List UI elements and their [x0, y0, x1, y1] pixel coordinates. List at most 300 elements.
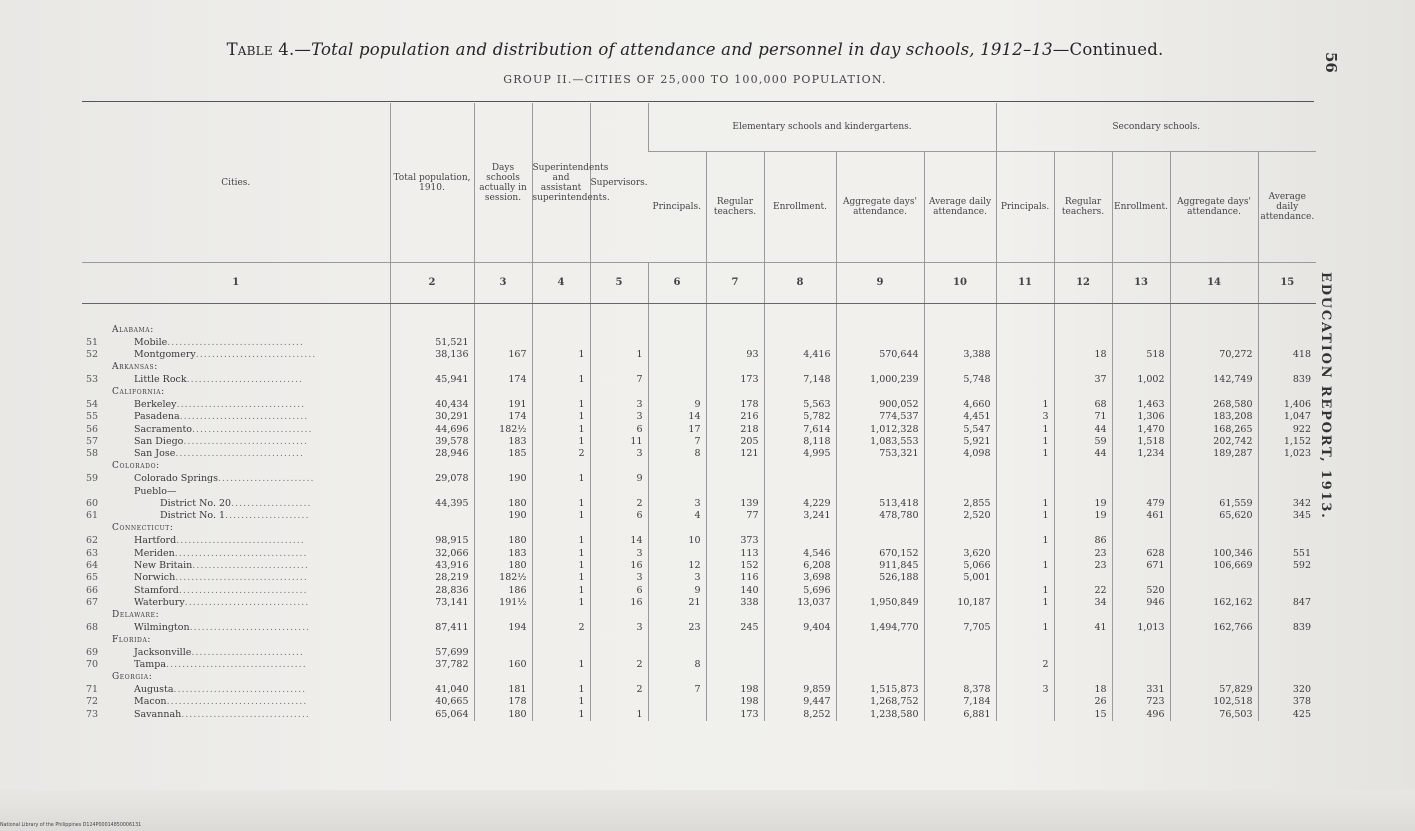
city-cell: [82, 646, 390, 658]
value-cell: [1170, 671, 1258, 683]
value-cell: 268,580: [1170, 398, 1258, 410]
value-cell: [532, 460, 590, 472]
value-cell: [836, 386, 924, 398]
value-cell: 113: [706, 547, 764, 559]
value-cell: [590, 634, 648, 646]
city-name: Little Rock: [134, 374, 187, 386]
col-sec-principals: Principals.: [996, 152, 1054, 263]
value-cell: [648, 522, 706, 534]
value-cell: 185: [474, 448, 532, 460]
value-cell: [836, 361, 924, 373]
value-cell: [1258, 572, 1316, 584]
col-el-average: Average daily attendance.: [924, 152, 996, 263]
value-cell: [996, 349, 1054, 361]
city-name: Sacramento: [134, 423, 192, 435]
value-cell: 65,620: [1170, 510, 1258, 522]
row-number: 61: [86, 510, 99, 522]
value-cell: 15: [1054, 708, 1112, 720]
leader-dots: ..............................: [195, 349, 317, 361]
value-cell: [764, 324, 836, 336]
city-name: District No. 1: [160, 510, 226, 522]
value-cell: 1: [996, 621, 1054, 633]
col-cities: Cities.: [82, 103, 390, 263]
table-row: [82, 374, 1316, 386]
state-name: Florida:: [112, 634, 152, 645]
value-cell: [1258, 324, 1316, 336]
col-sec-enrollment: Enrollment.: [1112, 152, 1170, 263]
title-suffix: —Continued.: [1052, 40, 1164, 59]
value-cell: 16: [590, 597, 648, 609]
table-row: [82, 336, 1316, 348]
value-cell: 3: [590, 547, 648, 559]
value-cell: [706, 522, 764, 534]
value-cell: [1258, 634, 1316, 646]
value-cell: [996, 460, 1054, 472]
value-cell: [1054, 361, 1112, 373]
value-cell: 2,520: [924, 510, 996, 522]
value-cell: [648, 646, 706, 658]
value-cell: [390, 609, 474, 621]
value-cell: 3: [590, 411, 648, 423]
value-cell: 76,503: [1170, 708, 1258, 720]
value-cell: 345: [1258, 510, 1316, 522]
value-cell: [764, 460, 836, 472]
value-cell: [996, 572, 1054, 584]
value-cell: [590, 522, 648, 534]
value-cell: [474, 522, 532, 534]
table-row: [82, 597, 1316, 609]
value-cell: [764, 522, 836, 534]
value-cell: [1054, 671, 1112, 683]
running-head: EDUCATION REPORT, 1913.: [1318, 272, 1333, 520]
value-cell: 1: [590, 349, 648, 361]
page-number: 56: [1322, 52, 1340, 73]
value-cell: [390, 460, 474, 472]
value-cell: [836, 659, 924, 671]
city-cell: [82, 423, 390, 435]
value-cell: [1258, 584, 1316, 596]
value-cell: [590, 361, 648, 373]
value-cell: 29,078: [390, 473, 474, 485]
value-cell: 116: [706, 572, 764, 584]
city-cell: [82, 560, 390, 572]
col-sec-aggregate: Aggregate days' attendance.: [1170, 152, 1258, 263]
value-cell: [764, 336, 836, 348]
value-cell: [1170, 659, 1258, 671]
value-cell: 9,859: [764, 683, 836, 695]
value-cell: [474, 646, 532, 658]
value-cell: 1,306: [1112, 411, 1170, 423]
value-cell: [648, 547, 706, 559]
leader-dots: ........................: [218, 473, 315, 485]
value-cell: [996, 485, 1054, 497]
value-cell: 23: [1054, 547, 1112, 559]
value-cell: [648, 671, 706, 683]
city-name: Wilmington: [134, 621, 190, 633]
city-cell: [82, 547, 390, 559]
value-cell: [1170, 584, 1258, 596]
value-cell: 6: [590, 510, 648, 522]
value-cell: 11: [590, 436, 648, 448]
value-cell: 167: [474, 349, 532, 361]
value-cell: [996, 361, 1054, 373]
value-cell: [1170, 646, 1258, 658]
value-cell: [1258, 361, 1316, 373]
value-cell: [648, 361, 706, 373]
value-cell: 1,000,239: [836, 374, 924, 386]
state-name: Colorado:: [112, 461, 160, 472]
value-cell: 174: [474, 411, 532, 423]
value-cell: [764, 634, 836, 646]
value-cell: 26: [1054, 696, 1112, 708]
value-cell: 5,782: [764, 411, 836, 423]
value-cell: [1170, 535, 1258, 547]
value-cell: 4,098: [924, 448, 996, 460]
value-cell: [532, 485, 590, 497]
value-cell: [764, 386, 836, 398]
value-cell: 671: [1112, 560, 1170, 572]
column-number: 3: [474, 263, 532, 304]
value-cell: 911,845: [836, 560, 924, 572]
value-cell: [924, 634, 996, 646]
value-cell: 1,002: [1112, 374, 1170, 386]
value-cell: [648, 473, 706, 485]
value-cell: [474, 361, 532, 373]
value-cell: 847: [1258, 597, 1316, 609]
value-cell: 87,411: [390, 621, 474, 633]
value-cell: 922: [1258, 423, 1316, 435]
value-cell: 5,563: [764, 398, 836, 410]
value-cell: 1: [532, 597, 590, 609]
state-name: Georgia:: [112, 672, 153, 683]
value-cell: [1112, 324, 1170, 336]
row-number: 69: [86, 646, 99, 658]
value-cell: 8: [648, 659, 706, 671]
value-cell: 1: [996, 398, 1054, 410]
table-row: [82, 436, 1316, 448]
value-cell: 23: [1054, 560, 1112, 572]
value-cell: [924, 522, 996, 534]
col-el-enrollment: Enrollment.: [764, 152, 836, 263]
value-cell: [390, 522, 474, 534]
col-supervisors: Supervisors.: [590, 103, 648, 263]
value-cell: [924, 646, 996, 658]
value-cell: 1: [532, 683, 590, 695]
value-cell: 28,219: [390, 572, 474, 584]
value-cell: 6: [590, 423, 648, 435]
value-cell: 1,950,849: [836, 597, 924, 609]
city-cell: [82, 584, 390, 596]
value-cell: [390, 324, 474, 336]
spacer-row: [82, 304, 1316, 325]
value-cell: 77: [706, 510, 764, 522]
value-cell: 65,064: [390, 708, 474, 720]
row-number: 68: [86, 621, 99, 633]
value-cell: 373: [706, 535, 764, 547]
state-heading: [82, 522, 390, 534]
leader-dots: .................................: [174, 547, 308, 559]
value-cell: [924, 460, 996, 472]
value-cell: [474, 634, 532, 646]
value-cell: 12: [648, 560, 706, 572]
value-cell: [532, 671, 590, 683]
value-cell: [836, 609, 924, 621]
value-cell: [532, 324, 590, 336]
row-number: 53: [86, 374, 99, 386]
value-cell: [590, 696, 648, 708]
value-cell: [1170, 572, 1258, 584]
value-cell: 839: [1258, 621, 1316, 633]
value-cell: 670,152: [836, 547, 924, 559]
value-cell: 38,136: [390, 349, 474, 361]
leader-dots: ...................................: [166, 659, 307, 671]
value-cell: [1170, 634, 1258, 646]
value-cell: [648, 349, 706, 361]
value-cell: 198: [706, 683, 764, 695]
value-cell: 57,829: [1170, 683, 1258, 695]
value-cell: 5,066: [924, 560, 996, 572]
col-population: Total population, 1910.: [390, 103, 474, 263]
value-cell: [590, 324, 648, 336]
table-row: [82, 411, 1316, 423]
value-cell: [996, 374, 1054, 386]
value-cell: [706, 485, 764, 497]
value-cell: 518: [1112, 349, 1170, 361]
state-heading: [82, 361, 390, 373]
value-cell: 183: [474, 547, 532, 559]
value-cell: [1112, 634, 1170, 646]
row-number: 54: [86, 398, 99, 410]
value-cell: [1170, 324, 1258, 336]
value-cell: 37: [1054, 374, 1112, 386]
leader-dots: .....................: [225, 510, 310, 522]
value-cell: [996, 634, 1054, 646]
value-cell: [1170, 473, 1258, 485]
city-name: Macon: [134, 696, 167, 708]
city-name: District No. 20: [160, 498, 232, 510]
city-name: Meriden: [134, 547, 175, 559]
column-number: 10: [924, 263, 996, 304]
value-cell: [648, 386, 706, 398]
page-edge-shade: [0, 790, 1415, 831]
city-name: Hartford: [134, 535, 177, 547]
value-cell: [924, 609, 996, 621]
row-number: 72: [86, 696, 99, 708]
row-number: 73: [86, 708, 99, 720]
value-cell: [1054, 634, 1112, 646]
column-number: 14: [1170, 263, 1258, 304]
value-cell: [590, 485, 648, 497]
value-cell: [648, 324, 706, 336]
value-cell: [1054, 572, 1112, 584]
row-number: 58: [86, 448, 99, 460]
value-cell: 44: [1054, 423, 1112, 435]
state-name: Arkansas:: [112, 362, 158, 373]
value-cell: 2: [532, 621, 590, 633]
table-subtitle: GROUP II.—CITIES OF 25,000 TO 100,000 POPULATION.: [503, 73, 887, 86]
value-cell: [996, 646, 1054, 658]
value-cell: 3: [590, 572, 648, 584]
value-cell: [648, 460, 706, 472]
value-cell: 4,416: [764, 349, 836, 361]
leader-dots: ................................: [178, 584, 308, 596]
value-cell: 202,742: [1170, 436, 1258, 448]
value-cell: 1,470: [1112, 423, 1170, 435]
table-row: [82, 696, 1316, 708]
value-cell: 1: [532, 498, 590, 510]
value-cell: 7: [648, 683, 706, 695]
leader-dots: ...............................: [183, 436, 309, 448]
value-cell: [1170, 386, 1258, 398]
value-cell: 551: [1258, 547, 1316, 559]
value-cell: [1258, 671, 1316, 683]
leader-dots: .............................: [186, 374, 304, 386]
value-cell: 19: [1054, 498, 1112, 510]
value-cell: 2: [996, 659, 1054, 671]
col-sec-average: Average daily attendance.: [1258, 152, 1316, 263]
value-cell: [648, 374, 706, 386]
column-number: 11: [996, 263, 1054, 304]
value-cell: [836, 535, 924, 547]
value-cell: [1054, 485, 1112, 497]
value-cell: 140: [706, 584, 764, 596]
value-cell: 2: [532, 448, 590, 460]
value-cell: 478,780: [836, 510, 924, 522]
value-cell: [924, 324, 996, 336]
value-cell: 7,614: [764, 423, 836, 435]
row-number: 62: [86, 535, 99, 547]
city-name: Colorado Springs: [134, 473, 219, 485]
state-name: California:: [112, 386, 165, 397]
col-superintendents: Superintendents and assistant superintendents.: [532, 103, 590, 263]
value-cell: 4,546: [764, 547, 836, 559]
value-cell: 40,665: [390, 696, 474, 708]
value-cell: 1: [532, 659, 590, 671]
value-cell: 1: [532, 398, 590, 410]
table-row: [82, 398, 1316, 410]
value-cell: [706, 324, 764, 336]
value-cell: 4,660: [924, 398, 996, 410]
value-cell: [836, 460, 924, 472]
state-heading-row: [82, 634, 1316, 646]
value-cell: 1: [996, 498, 1054, 510]
row-number: 67: [86, 597, 99, 609]
value-cell: [1258, 522, 1316, 534]
value-cell: 71: [1054, 411, 1112, 423]
state-heading-row: [82, 671, 1316, 683]
column-number: 9: [836, 263, 924, 304]
city-name: Montgomery: [134, 349, 196, 361]
value-cell: [1112, 609, 1170, 621]
statistics-table: [82, 103, 1316, 721]
leader-dots: .................................: [175, 572, 308, 584]
value-cell: 8,252: [764, 708, 836, 720]
value-cell: [1170, 361, 1258, 373]
value-cell: [1112, 485, 1170, 497]
value-cell: 43,916: [390, 560, 474, 572]
value-cell: 41: [1054, 621, 1112, 633]
city-name: Pasadena: [134, 411, 180, 423]
value-cell: 14: [590, 535, 648, 547]
value-cell: 106,669: [1170, 560, 1258, 572]
city-cell: [82, 510, 390, 522]
column-number: 13: [1112, 263, 1170, 304]
value-cell: [474, 671, 532, 683]
value-cell: [590, 386, 648, 398]
value-cell: 28,836: [390, 584, 474, 596]
value-cell: 205: [706, 436, 764, 448]
value-cell: 183: [474, 436, 532, 448]
value-cell: 98,915: [390, 535, 474, 547]
value-cell: 5,001: [924, 572, 996, 584]
value-cell: 1: [996, 448, 1054, 460]
city-cell: [82, 411, 390, 423]
value-cell: [1112, 361, 1170, 373]
table-body: [82, 304, 1316, 721]
value-cell: [706, 646, 764, 658]
value-cell: 628: [1112, 547, 1170, 559]
column-number: 7: [706, 263, 764, 304]
group-elementary: Elementary schools and kindergartens.: [648, 103, 996, 152]
value-cell: 1,023: [1258, 448, 1316, 460]
value-cell: 139: [706, 498, 764, 510]
value-cell: 17: [648, 423, 706, 435]
city-name: Berkeley: [134, 398, 177, 410]
value-cell: 1,152: [1258, 436, 1316, 448]
value-cell: 45,941: [390, 374, 474, 386]
table-row: [82, 473, 1316, 485]
value-cell: 753,321: [836, 448, 924, 460]
value-cell: [390, 485, 474, 497]
value-cell: 190: [474, 473, 532, 485]
value-cell: [924, 659, 996, 671]
value-cell: [764, 473, 836, 485]
value-cell: [924, 473, 996, 485]
value-cell: 1: [532, 510, 590, 522]
value-cell: 1,463: [1112, 398, 1170, 410]
value-cell: 39,578: [390, 436, 474, 448]
value-cell: [1258, 460, 1316, 472]
value-cell: 180: [474, 498, 532, 510]
value-cell: 7: [590, 374, 648, 386]
value-cell: 5,696: [764, 584, 836, 596]
value-cell: 592: [1258, 560, 1316, 572]
value-cell: 3: [590, 398, 648, 410]
column-number: 2: [390, 263, 474, 304]
title-prefix: Table 4.: [226, 40, 295, 59]
state-heading: [82, 609, 390, 621]
col-days: Days schools actually in session.: [474, 103, 532, 263]
value-cell: 3,388: [924, 349, 996, 361]
state-name: Delaware:: [112, 610, 160, 621]
table-row: [82, 448, 1316, 460]
column-number: 15: [1258, 263, 1316, 304]
value-cell: [706, 473, 764, 485]
value-cell: [390, 634, 474, 646]
column-number: 4: [532, 263, 590, 304]
value-cell: [590, 646, 648, 658]
value-cell: 191½: [474, 597, 532, 609]
value-cell: [1054, 324, 1112, 336]
value-cell: 30,291: [390, 411, 474, 423]
value-cell: 180: [474, 560, 532, 572]
value-cell: 3: [648, 498, 706, 510]
value-cell: [706, 336, 764, 348]
value-cell: 21: [648, 597, 706, 609]
table-row: [82, 510, 1316, 522]
value-cell: [1054, 522, 1112, 534]
value-cell: 1: [590, 708, 648, 720]
